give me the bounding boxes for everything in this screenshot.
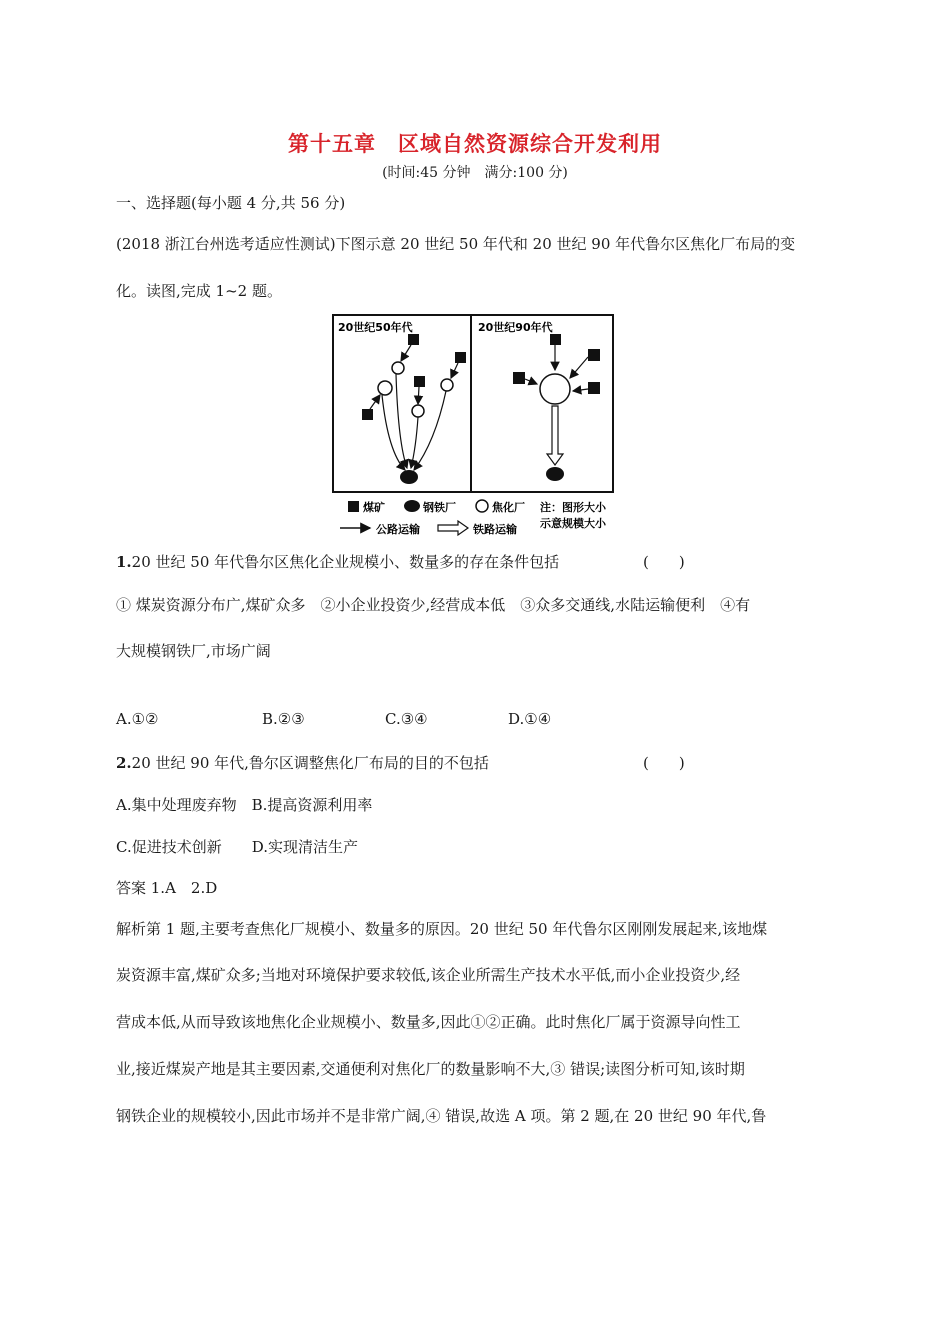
legend-note-2: 示意规模大小: [540, 517, 606, 530]
legend-coke: 焦化厂: [492, 501, 525, 514]
question-1-number: 1.: [116, 553, 132, 571]
question-2-number: 2.: [116, 754, 132, 772]
coke-plant-icon: [476, 500, 488, 512]
steel-plant-icon: [404, 500, 420, 512]
legend-note-1: 注：图形大小: [540, 501, 606, 514]
legend-road: 公路运输: [376, 523, 420, 536]
question-2-answer-blank: ( ): [643, 754, 685, 772]
legend-rail: 铁路运输: [473, 523, 517, 536]
coal-mine-icon: [513, 372, 525, 384]
panel-90s-frame: [471, 315, 613, 492]
page-title: 第十五章 区域自然资源综合开发利用: [288, 132, 662, 156]
analysis-line: 营成本低,从而导致该地焦化企业规模小、数量多,因此①②正确。此时焦化厂属于资源导向性工: [116, 1013, 741, 1031]
question-1-options-line-2: 大规模钢铁厂,市场广阔: [116, 642, 271, 660]
coal-mine-icon: [455, 352, 466, 363]
coal-mine-icon: [588, 382, 600, 394]
panel-50s-diagram: [362, 334, 466, 484]
steel-plant-icon: [400, 470, 418, 484]
rail-arrow-icon: [438, 521, 468, 535]
question-1-options-line-1: ① 煤炭资源分布广,煤矿众多 ②小企业投资少,经营成本低 ③众多交通线,水陆运输便利 ④有: [116, 596, 751, 614]
question-2-stem: 20 世纪 90 年代,鲁尔区调整焦化厂布局的目的不包括: [131, 754, 489, 772]
choice-a: A.①②: [116, 710, 159, 728]
question-2: [116, 752, 489, 773]
analysis-line: 炭资源丰富,煤矿众多;当地对环境保护要求较低,该企业所需生产技术水平低,而小企业投资少,经: [116, 966, 741, 984]
coke-plant-icon: [392, 362, 404, 374]
coal-mine-icon: [550, 334, 561, 345]
analysis-line: 钢铁企业的规模较小,因此市场并不是非常广阔,④ 错误,故选 A 项。第 2 题,在 20 世纪 90 年代,鲁: [116, 1107, 767, 1125]
choice-c: C.③④: [385, 710, 428, 728]
steel-plant-icon: [546, 467, 564, 481]
section-heading: 一、选择题(每小题 4 分,共 56 分): [116, 194, 346, 212]
intro-line-1: (2018 浙江台州选考适应性测试)下图示意 20 世纪 50 年代和 20 世纪 90 年代鲁尔区焦化厂布局的变: [116, 235, 796, 253]
panel-90s-diagram: [513, 334, 600, 481]
answer-key: 答案 1.A 2.D: [116, 879, 218, 897]
intro-line-2: 化。读图,完成 1~2 题。: [116, 282, 282, 300]
question-2-choices-line-1: A.集中处理废弃物 B.提高资源利用率: [116, 796, 373, 814]
analysis-line: 业,接近煤炭产地是其主要因素,交通便利对焦化厂的数量影响不大,③ 错误;读图分析可知,该时期: [116, 1060, 745, 1078]
panel-90s-title: 20世纪90年代: [478, 321, 553, 334]
question-1-stem: 20 世纪 50 年代鲁尔区焦化企业规模小、数量多的存在条件包括: [131, 553, 560, 571]
question-1: [116, 551, 559, 572]
coking-layout-figure: [330, 312, 620, 542]
coal-mine-icon: [588, 349, 600, 361]
page-subtitle: (时间:45 分钟 满分:100 分): [382, 165, 568, 181]
panel-50s-title: 20世纪50年代: [338, 321, 413, 334]
coal-mine-icon: [348, 501, 359, 512]
coke-plant-icon: [378, 381, 392, 395]
figure-legend: [340, 500, 607, 536]
coke-plant-icon: [540, 374, 570, 404]
coal-mine-icon: [408, 334, 419, 345]
choice-b: B.②③: [262, 710, 305, 728]
railway-arrow: [547, 406, 563, 465]
legend-steel: 钢铁厂: [423, 501, 456, 514]
question-1-answer-blank: ( ): [643, 553, 685, 571]
legend-coal: 煤矿: [363, 501, 385, 514]
coke-plant-icon: [441, 379, 453, 391]
coke-plant-icon: [412, 405, 424, 417]
choice-d: D.①④: [508, 710, 552, 728]
question-2-choices-line-2: C.促进技术创新 D.实现清洁生产: [116, 838, 358, 856]
coal-mine-icon: [414, 376, 425, 387]
analysis-line: 解析第 1 题,主要考查焦化厂规模小、数量多的原因。20 世纪 50 年代鲁尔区刚刚发展起来,该地煤: [116, 920, 768, 938]
coal-mine-icon: [362, 409, 373, 420]
